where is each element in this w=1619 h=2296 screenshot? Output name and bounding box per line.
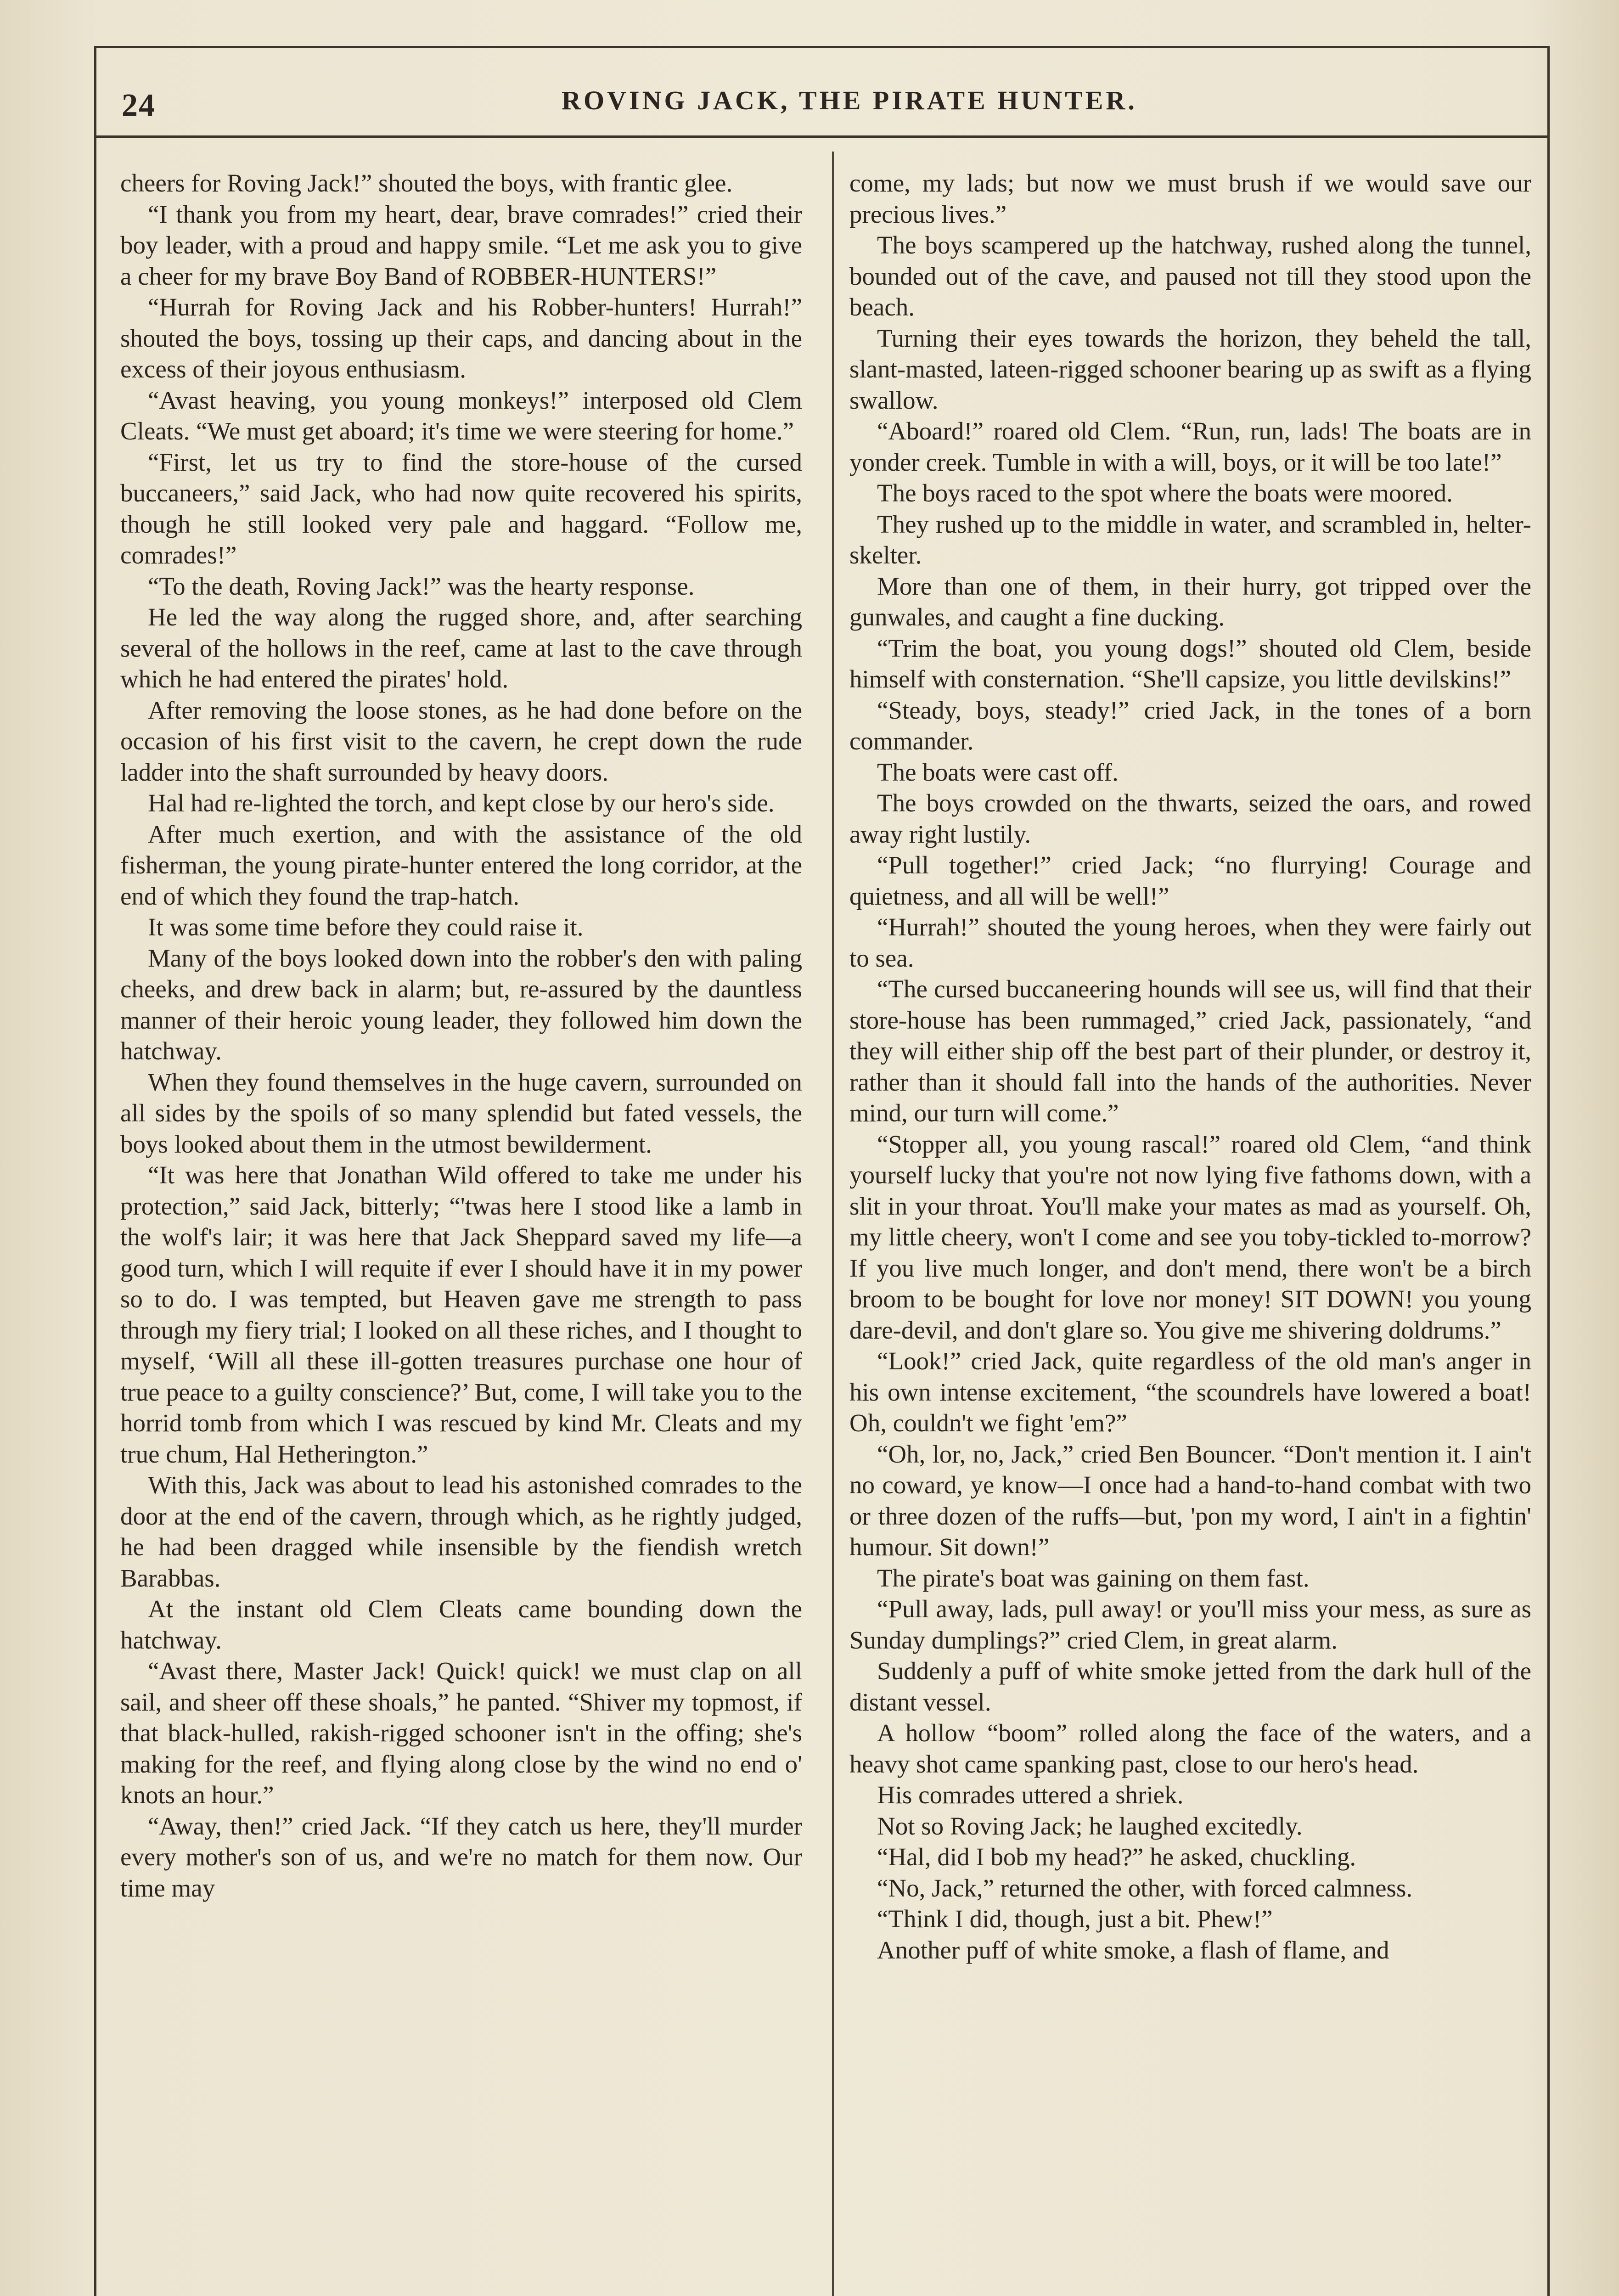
paragraph: “I thank you from my heart, dear, brave comrades!” cried their boy leader, with a proud and happy smile. “Let me ask you to give a cheer for my brave Boy Band of ROBBER-HUNTERS!”	[120, 200, 802, 290]
paragraph: “Trim the boat, you young dogs!” shouted old Clem, beside himself with consternation. “She'll capsize, you little devilskins!”	[849, 634, 1531, 693]
paragraph: “No, Jack,” returned the other, with forced calmness.	[877, 1874, 1413, 1902]
paragraph: It was some time before they could raise it.	[148, 913, 584, 941]
paragraph: His comrades uttered a shriek.	[877, 1781, 1184, 1809]
paragraph: After removing the loose stones, as he had done before on the occasion of his first visit to the cavern, he crept down the rude ladder into the shaft surrounded by heavy doors.	[120, 696, 802, 786]
column-divider	[832, 152, 834, 2296]
text-column-left	[120, 168, 802, 2296]
paragraph: Not so Roving Jack; he laughed excitedly.	[877, 1812, 1303, 1840]
paragraph: “Oh, lor, no, Jack,” cried Ben Bouncer. “Don't mention it. I ain't no coward, ye know—I once had a hand-to-hand combat with two or three dozen of the ruffs—but, 'pon my word, I ain't in a fightin' humour. Sit down!”	[849, 1440, 1531, 1561]
page-number: 24	[122, 88, 156, 123]
paragraph: “Avast heaving, you young monkeys!” interposed old Clem Cleats. “We must get aboard; it's time we were steering for home.”	[120, 386, 802, 445]
paragraph: “Pull away, lads, pull away! or you'll miss your mess, as sure as Sunday dumplings?” cried Clem, in great alarm.	[849, 1595, 1531, 1654]
header-rule	[94, 135, 1547, 138]
paragraph: “Steady, boys, steady!” cried Jack, in the tones of a born commander.	[849, 696, 1531, 755]
paragraph: The boats were cast off.	[877, 758, 1119, 786]
text-column-right	[849, 168, 1531, 2296]
paragraph: “Hal, did I bob my head?” he asked, chuckling.	[877, 1843, 1356, 1871]
paragraph: “Hurrah for Roving Jack and his Robber-hunters! Hurrah!” shouted the boys, tossing up their caps, and dancing about in the excess of their joyous enthusiasm.	[120, 293, 802, 383]
paragraph: “Pull together!” cried Jack; “no flurrying! Courage and quietness, and all will be well!”	[849, 851, 1531, 910]
paragraph: At the instant old Clem Cleats came bounding down the hatchway.	[120, 1595, 802, 1654]
paragraph: “It was here that Jonathan Wild offered to take me under his protection,” said Jack, bitterly; “'twas here I stood like a lamb in the wolf's lair; it was here that Jack Sheppard saved my life—a good turn, which I will requite if ever I should have it in my power so to do. I was tempted, but Heaven gave me strength to pass through my fiery trial; I looked on all these riches, and I thought to myself, ‘Will all these ill-gotten treasures purchase one hour of true peace to a guilty conscience?’ But, come, I will take you to the horrid tomb from which I was rescued by kind Mr. Cleats and my true chum, Hal Hetherington.”	[120, 1161, 802, 1468]
paragraph: “Stopper all, you young rascal!” roared old Clem, “and think yourself lucky that you're not now lying five fathoms down, with a slit in your throat. You'll make your mates as mad as yourself. Oh, my little cheery, won't I come and see you toby-tickled to-morrow? If you live much longer, and don't mend, there won't be a birch broom to be bought for love nor money! SIT DOWN! you young dare-devil, and don't glare so. You give me shivering doldrums.”	[849, 1130, 1531, 1344]
paragraph: More than one of them, in their hurry, got tripped over the gunwales, and caught a fine ducking.	[849, 572, 1531, 631]
paragraph: When they found themselves in the huge cavern, surrounded on all sides by the spoils of so many splendid but fated vessels, the boys looked about them in the utmost bewilderment.	[120, 1068, 802, 1158]
paragraph: After much exertion, and with the assistance of the old fisherman, the young pirate-hunter entered the long corridor, at the end of which they found the trap-hatch.	[120, 820, 802, 910]
paragraph: They rushed up to the middle in water, and scrambled in, helter-skelter.	[849, 510, 1531, 569]
paragraph: “Away, then!” cried Jack. “If they catch us here, they'll murder every mother's son of us, and we're no match for them now. Our time may	[120, 1812, 802, 1902]
paragraph: “Hurrah!” shouted the young heroes, when they were fairly out to sea.	[849, 913, 1531, 972]
paragraph: “To the death, Roving Jack!” was the hearty response.	[148, 572, 695, 600]
paragraph: cheers for Roving Jack!” shouted the boys, with frantic glee.	[120, 169, 733, 197]
paragraph: He led the way along the rugged shore, and, after searching several of the hollows in the reef, came at last to the cave through which he had entered the pirates' hold.	[120, 603, 802, 693]
paragraph: “Think I did, though, just a bit. Phew!”	[877, 1905, 1273, 1933]
paragraph: With this, Jack was about to lead his astonished comrades to the door at the end of the cavern, through which, as he rightly judged, he had been dragged while insensible by the fiendish wretch Barabbas.	[120, 1471, 802, 1592]
paragraph: Hal had re-lighted the torch, and kept close by our hero's side.	[148, 789, 775, 817]
running-title: ROVING JACK, THE PIRATE HUNTER.	[562, 85, 1137, 115]
paragraph: “The cursed buccaneering hounds will see us, will find that their store-house has been rummaged,” cried Jack, passionately, “and they will either ship off the best part of their plunder, or destroy it, rather than it should fall into the hands of the authorities. Never mind, our turn will come.”	[849, 975, 1531, 1127]
paragraph: A hollow “boom” rolled along the face of the waters, and a heavy shot came spanking past, close to our hero's head.	[849, 1719, 1531, 1778]
paragraph: “First, let us try to find the store-house of the cursed buccaneers,” said Jack, who had now quite recovered his spirits, though he still looked very pale and haggard. “Follow me, comrades!”	[120, 448, 802, 569]
paragraph: The boys raced to the spot where the boats were moored.	[877, 479, 1453, 507]
paragraph: “Aboard!” roared old Clem. “Run, run, lads! The boats are in yonder creek. Tumble in with a will, boys, or it will be too late!”	[849, 417, 1531, 476]
paragraph: come, my lads; but now we must brush if we would save our precious lives.”	[849, 169, 1531, 228]
paragraph: The pirate's boat was gaining on them fast.	[877, 1564, 1310, 1592]
paragraph: Another puff of white smoke, a flash of flame, and	[877, 1936, 1389, 1964]
paragraph: “Look!” cried Jack, quite regardless of the old man's anger in his own intense excitement, “the scoundrels have lowered a boat! Oh, couldn't we fight 'em?”	[849, 1347, 1531, 1437]
paragraph: “Avast there, Master Jack! Quick! quick! we must clap on all sail, and sheer off these shoals,” he panted. “Shiver my topmost, if that black-hulled, rakish-rigged schooner isn't in the offing; she's making for the reef, and flying along close by the wind no end o' knots an hour.”	[120, 1657, 802, 1809]
paragraph: Many of the boys looked down into the robber's den with paling cheeks, and drew back in alarm; but, re-assured by the dauntless manner of their heroic young leader, they followed him down the hatchway.	[120, 944, 802, 1065]
paragraph: The boys scampered up the hatchway, rushed along the tunnel, bounded out of the cave, and paused not till they stood upon the beach.	[849, 231, 1531, 321]
paragraph: The boys crowded on the thwarts, seized the oars, and rowed away right lustily.	[849, 789, 1531, 848]
paragraph: Turning their eyes towards the horizon, they beheld the tall, slant-masted, lateen-rigged schooner bearing up as swift as a flying swallow.	[849, 324, 1531, 414]
paragraph: Suddenly a puff of white smoke jetted from the dark hull of the distant vessel.	[849, 1657, 1531, 1716]
